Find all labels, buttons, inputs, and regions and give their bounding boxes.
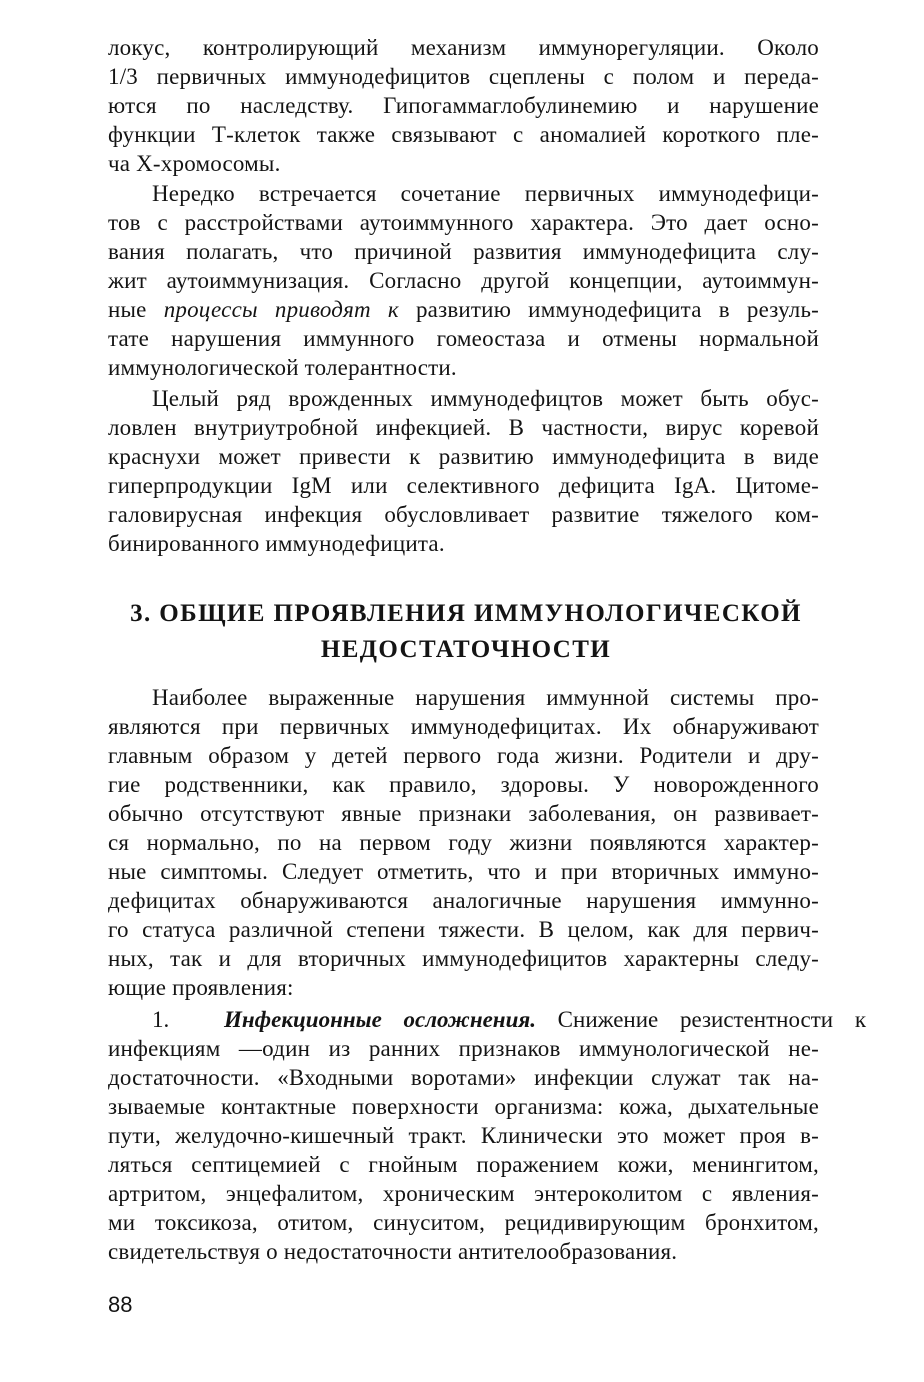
paragraph-line: тов с расстройствами аутоиммунного характера. Это дает осно- bbox=[108, 210, 819, 235]
page-number: 88 bbox=[108, 1292, 133, 1317]
paragraph-line: го статуса различной степени тяжести. В целом, как для первич- bbox=[108, 917, 819, 942]
paragraph-line: вания полагать, что причиной развития иммунодефицита слу- bbox=[108, 239, 819, 264]
list-item-number: 1. bbox=[152, 1007, 170, 1032]
paragraph-line: Целый ряд врожденных иммунодефицтов может быть обус- bbox=[152, 386, 819, 411]
paragraph-line: галовирусная инфекция обусловливает развитие тяжелого ком- bbox=[108, 502, 819, 527]
paragraph-line: гие родственники, как правило, здоровы. У новорожденного bbox=[108, 772, 819, 797]
paragraph-line: достаточности. «Входными воротами» инфекции служат так на- bbox=[108, 1065, 819, 1090]
paragraph-line: функции Т-клеток также связывают с аномалией короткого пле- bbox=[108, 122, 819, 147]
paragraph-line: ся нормально, по на первом году жизни появляются характер- bbox=[108, 830, 819, 855]
paragraph-line: Нередко встречается сочетание первичных иммунодефици- bbox=[152, 181, 819, 206]
paragraph-line: гиперпродукции IgM или селективного дефицита IgA. Цитоме- bbox=[108, 473, 819, 498]
list-item-first-line bbox=[224, 1005, 866, 1034]
italic-emphasis: процессы приводят к bbox=[163, 297, 399, 322]
paragraph-line: тате нарушения иммунного гомеостаза и отмены нормальной bbox=[108, 326, 819, 351]
paragraph-line: бинированного иммунодефицита. bbox=[108, 531, 445, 556]
paragraph-line: жит аутоиммунизация. Согласно другой концепции, аутоиммун- bbox=[108, 268, 819, 293]
text-run: развитию иммунодефицита в резуль- bbox=[398, 297, 819, 322]
paragraph-line: инфекциям —один из ранних признаков иммунологической не- bbox=[108, 1036, 819, 1061]
paragraph-line: ются по наследству. Гипогаммаглобулинемию и нарушение bbox=[108, 93, 819, 118]
text-run: Снижение резистентности к bbox=[535, 1007, 866, 1032]
paragraph-line: ча Х-хромосомы. bbox=[108, 151, 281, 176]
text-run: ные bbox=[108, 297, 164, 322]
paragraph-line: зываемые контактные поверхности организма: кожа, дыхательные bbox=[108, 1094, 819, 1119]
paragraph-line: пути, желудочно-кишечный тракт. Клинически это может проя в- bbox=[108, 1123, 819, 1148]
paragraph-line: дефицитах обнаруживаются аналогичные нарушения иммунно- bbox=[108, 888, 819, 913]
paragraph-line: обычно отсутствуют явные признаки заболевания, он развивает- bbox=[108, 801, 819, 826]
paragraph-line bbox=[108, 295, 819, 324]
paragraph-line: артритом, энцефалитом, хроническим энтероколитом с явления- bbox=[108, 1181, 819, 1206]
paragraph-line: иммунологической толерантности. bbox=[108, 355, 457, 380]
paragraph-line: Наиболее выраженные нарушения иммунной системы про- bbox=[152, 685, 819, 710]
paragraph-line: являются при первичных иммунодефицитах. Их обнаруживают bbox=[108, 714, 819, 739]
paragraph-line: ми токсикоза, отитом, синуситом, рецидивирующим бронхитом, bbox=[108, 1210, 819, 1235]
paragraph-line: главным образом у детей первого года жизни. Родители и дру- bbox=[108, 743, 819, 768]
paragraph-line: ные симптомы. Следует отметить, что и при вторичных иммуно- bbox=[108, 859, 819, 884]
section-heading-line-1: 3. ОБЩИЕ ПРОЯВЛЕНИЯ ИММУНОЛОГИЧЕСКОЙ bbox=[130, 600, 802, 627]
section-heading-line-2: НЕДОСТАТОЧНОСТИ bbox=[320, 636, 612, 663]
paragraph-line: ных, так и для вторичных иммунодефицитов характерны следу- bbox=[108, 946, 819, 971]
paragraph-line: локус, контролирующий механизм иммунорегуляции. Около bbox=[108, 35, 819, 60]
paragraph-line: 1/3 первичных иммунодефицитов сцеплены с полом и переда- bbox=[108, 64, 819, 89]
paragraph-line: ловлен внутриутробной инфекцией. В частности, вирус коревой bbox=[108, 415, 819, 440]
list-item-title: Инфекционные осложнения. bbox=[224, 1007, 536, 1032]
paragraph-line: краснухи может привести к развитию иммунодефицита в виде bbox=[108, 444, 819, 469]
paragraph-line: свидетельствуя о недостаточности антителообразования. bbox=[108, 1239, 678, 1264]
paragraph-line: ляться септицемией с гнойным поражением кожи, менингитом, bbox=[108, 1152, 819, 1177]
paragraph-line: ющие проявления: bbox=[108, 975, 294, 1000]
